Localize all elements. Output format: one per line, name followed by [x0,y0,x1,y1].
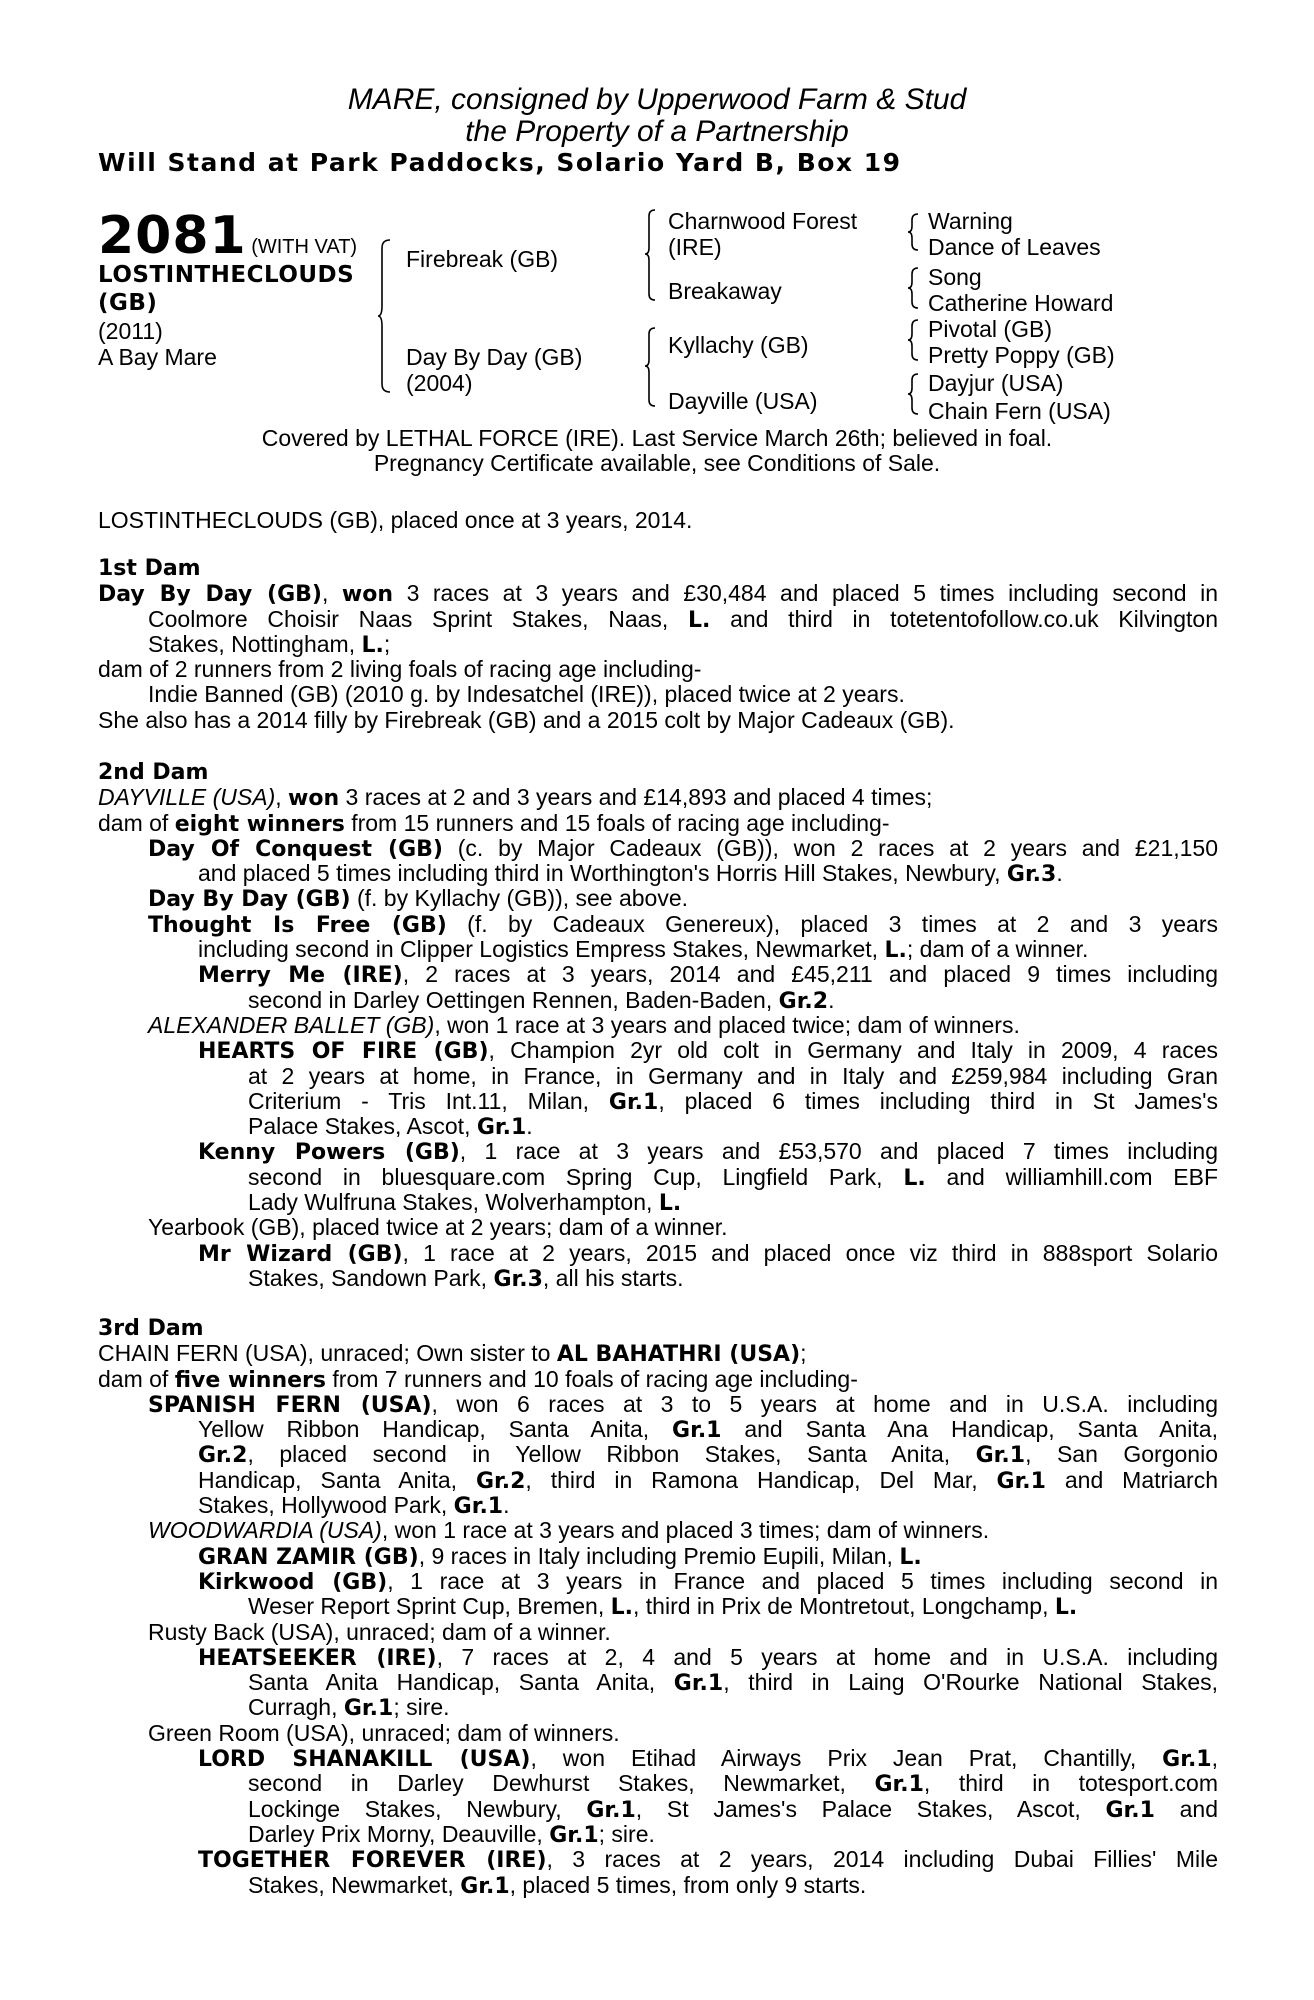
bold-text: GRAN ZAMIR (GB) [198,1544,419,1570]
text-run: 3 races at 3 years and £30,484 and placed 5 times including second in [393,580,1218,607]
covered-line: Covered by LETHAL FORCE (IRE). Last Service March 26th; believed in foal. [261,425,1053,451]
pedigree-text-line: She also has a 2014 filly by Firebreak (GB) and a 2015 colt by Major Cadeaux (GB). [98,706,955,733]
pedigree-text-line [148,836,1218,861]
bold-text: Merry Me (IRE) [198,963,403,989]
pedigree-sire-dam: Breakaway [668,278,782,304]
text-run: , won 6 races at 3 to 5 years at home and in U.S.A. including [431,1390,1218,1417]
bold-text: Thought Is Free (GB) [148,912,447,938]
pedigree-text-line [198,1442,1218,1467]
pedigree-text-line [98,1341,1218,1366]
bold-text: SPANISH FERN (USA) [148,1392,432,1418]
text-run: Santa Anita Handicap, Santa Anita, [248,1669,674,1696]
text-run: , [275,784,289,811]
pedigree-text-line [248,1822,1218,1847]
pedigree-text-line [198,1569,1218,1594]
text-run: , won Etihad Airways Prix Jean Prat, Chantilly, [530,1745,1163,1772]
text-run: , won 1 race at 3 years and placed 3 times; dam of winners. [381,1517,990,1544]
italic-text: WOODWARDIA (USA) [148,1517,382,1544]
pedigree-text-line [148,886,1218,911]
text-run: , placed second in Yellow Ribbon Stakes, Santa Anita, [247,1441,976,1468]
pedigree-text-line [198,1847,1218,1872]
bold-text: Gr.1 [608,1089,659,1115]
pedigree-g3-5: Pivotal (GB) [928,316,1052,342]
pedigree-brace-dd [908,372,922,416]
text-run: second in bluesquare.com Spring Cup, Lingfield Park, [248,1163,904,1190]
bold-text: LORD SHANAKILL (USA) [198,1747,531,1773]
text-run: (f. by Kyllachy (GB)), see above. [350,885,689,912]
italic-text: DAYVILLE (USA) [98,784,276,811]
text-run: , [322,580,342,607]
text-run: Stakes, Nottingham, [148,630,362,657]
horse-name: LOSTINTHECLOUDS [98,262,355,288]
text-run: . [503,1492,510,1519]
pedigree-text-line [248,1771,1218,1796]
text-run: . [1056,860,1063,887]
lot-heading [98,206,357,266]
pedigree-g3-2: Dance of Leaves [928,234,1101,260]
pedigree-text-line [248,1670,1218,1695]
bold-text: Gr.1 [975,1443,1026,1469]
pedigree-text-line: Yearbook (GB), placed twice at 2 years; dam of a winner. [148,1214,728,1241]
bold-text: Gr.1 [453,1494,504,1520]
text-run: from 7 runners and 10 foals of racing age including- [326,1365,858,1392]
text-run: Coolmore Choisir Naas Sprint Stakes, Naas, [148,605,688,632]
text-run: ; sire. [598,1820,655,1847]
text-run: and Matriarch [1045,1466,1219,1493]
bold-text: L. [658,1191,682,1217]
bold-text: Gr.1 [672,1418,722,1444]
pedigree-g3-6: Pretty Poppy (GB) [928,342,1115,368]
text-run: ; sire. [393,1694,450,1721]
pedigree-text-line [98,581,1218,606]
pedigree-text-line [148,912,1218,937]
pedigree-text-line [198,1645,1218,1670]
pedigree-dam: Day By Day (GB) [406,344,583,370]
bold-text: AL BAHATHRI (USA) [556,1342,801,1368]
pedigree-brace-sd [908,266,922,310]
pedigree-text-line [98,1367,1218,1392]
property-line: the Property of a Partnership [465,115,849,148]
pedigree-text-line: LOSTINTHECLOUDS (GB), placed once at 3 years, 2014. [98,507,693,533]
text-run: . [828,986,835,1013]
pedigree-text-line [248,1089,1218,1114]
text-run: (c. by Major Cadeaux (GB)), won 2 races at 2 years and £21,150 [442,834,1219,861]
bold-text: five winners [174,1367,327,1393]
second-dam-section [98,760,1218,1291]
text-run: , 7 races at 2, 4 and 5 years at home and in U.S.A. including [436,1643,1218,1670]
bold-text: Gr.1 [1162,1747,1212,1773]
text-run: , won 1 race at 3 years and placed twice; dam of winners. [434,1011,1020,1038]
text-run: dam of [98,809,175,836]
bold-text: Kirkwood (GB) [198,1569,388,1595]
text-run: CHAIN FERN (USA), unraced; Own sister to [98,1340,557,1367]
pedigree-text-line [148,1013,1218,1038]
pedigree-brace-dam [645,326,661,408]
text-run: Weser Report Sprint Cup, Bremen, [248,1593,611,1620]
first-dam-heading: 1st Dam [98,556,201,581]
bold-text: Gr.3 [1006,862,1057,888]
text-run: . [526,1113,533,1140]
pedigree-text-line [198,1746,1218,1771]
pedigree-g3-1: Warning [928,208,1013,234]
text-run: , Champion 2yr old colt in Germany and Italy in 2009, 4 races [488,1037,1218,1064]
text-run: ; [800,1340,807,1367]
text-run: , 3 races at 2 years, 2014 including Dubai Fillies' Mile [546,1846,1218,1873]
bold-text: L. [1054,1595,1078,1621]
pedigree-dam-year: (2004) [406,370,473,396]
text-run: and williamhill.com EBF [925,1163,1219,1190]
bold-text: L. [899,1544,922,1570]
pedigree-text-line [248,1873,1218,1898]
bold-text: TOGETHER FOREVER (IRE) [198,1848,547,1874]
text-run: Stakes, Newmarket, [248,1871,461,1898]
bold-text: Gr.1 [343,1696,394,1722]
pedigree-text-line [148,632,1218,657]
text-run: Lockinge Stakes, Newbury, [248,1795,587,1822]
pregnancy-line: Pregnancy Certificate available, see Conditions of Sale. [373,450,941,476]
text-run: second in Darley Oettingen Rennen, Baden-Baden, [248,986,779,1013]
text-run: , 2 races at 3 years, 2014 and £45,211 and placed 9 times including [402,961,1218,988]
pedigree-text-line [98,785,1218,810]
pedigree-text-line: Indie Banned (GB) (2010 g. by Indesatchel (IRE)), placed twice at 2 years. [148,681,905,708]
pedigree-text-line [248,1695,1218,1720]
first-dam-section [98,556,1218,733]
text-run: Lady Wulfruna Stakes, Wolverhampton, [248,1189,659,1216]
bold-text: Day By Day (GB) [148,887,351,913]
pedigree-text-line [248,1165,1218,1190]
bold-text: eight winners [174,811,345,837]
bold-text: L. [884,938,907,964]
pedigree-sire: Firebreak (GB) [406,246,559,272]
vat-note: (WITH VAT) [251,236,358,258]
pedigree-text-line [148,607,1218,632]
pedigree-text-line [198,1544,1218,1569]
text-run: second in Darley Dewhurst Stakes, Newmarket, [248,1770,875,1797]
text-run: and placed 5 times including third in Worthington's Horris Hill Stakes, Newbury, [198,860,1007,887]
pedigree-brace-ds [908,318,922,362]
text-run: ; [383,630,391,657]
text-run: , third in Prix de Montretout, Longchamp, [633,1593,1055,1620]
text-run: from 15 runners and 15 foals of racing age including- [344,809,890,836]
bold-text: Gr.1 [874,1772,924,1798]
bold-text: L. [361,632,384,658]
text-run: , placed 5 times, from only 9 starts. [509,1871,867,1898]
pedigree-text-line [198,1139,1218,1164]
text-run: 3 races at 2 and 3 years and £14,893 and placed 4 times; [339,784,933,811]
text-run: Curragh, [248,1694,344,1721]
pedigree-text-line [148,1518,1218,1543]
pedigree-g3-7: Dayjur (USA) [928,370,1064,396]
pedigree-text-line [198,962,1218,987]
bold-text: L. [687,607,711,633]
text-run: , third in totesport.com [923,1770,1218,1797]
text-run: Yellow Ribbon Handicap, Santa Anita, [198,1416,673,1443]
bold-text: Gr.2 [198,1443,248,1469]
horse-year: (2011) [98,318,163,344]
pedigree-text-line [198,1493,1218,1518]
bold-text: Gr.1 [586,1797,636,1823]
pedigree-text-line [248,1114,1218,1139]
bold-text: L. [903,1165,926,1191]
pedigree-g3-4: Catherine Howard [928,290,1114,316]
bold-text: Gr.1 [460,1873,510,1899]
pedigree-text-line [248,1797,1218,1822]
pedigree-text-line: Green Room (USA), unraced; dam of winners. [148,1719,620,1746]
text-run: , third in Ramona Handicap, Del Mar, [525,1466,997,1493]
horse-country: (GB) [98,290,158,316]
text-run: , third in Laing O'Rourke National Stakes, [723,1669,1218,1696]
pedigree-g3-8: Chain Fern (USA) [928,398,1111,424]
text-run: Stakes, Hollywood Park, [198,1492,454,1519]
bold-text: Mr Wizard (GB) [198,1241,403,1267]
lot-number: 2081 [98,206,247,266]
consignor-line: MARE, consigned by Upperwood Farm & Stud [347,83,967,116]
text-run: , 9 races in Italy including Premio Eupili, Milan, [418,1542,900,1569]
text-run: , 1 race at 3 years and £53,570 and placed 7 times including [459,1138,1218,1165]
bold-text: L. [610,1595,633,1621]
pedigree-text-line [248,1266,1218,1291]
bold-text: Gr.2 [475,1468,526,1494]
pedigree-dam-sire: Kyllachy (GB) [668,332,809,358]
pedigree-text-line [198,1417,1218,1442]
pedigree-brace-ss [908,212,922,252]
pedigree-brace-sire [645,208,661,302]
text-run: ; dam of a winner. [906,936,1089,963]
pedigree-text-line: dam of 2 runners from 2 living foals of racing age including- [98,656,702,683]
bold-text: won [288,786,340,812]
text-run: including second in Clipper Logistics Empress Stakes, Newmarket, [198,936,885,963]
bold-text: Gr.2 [778,988,829,1014]
pedigree-g3-3: Song [928,264,982,290]
bold-text: Gr.1 [1105,1797,1155,1823]
bold-text: won [341,582,394,608]
pedigree-sire-sire-country: (IRE) [668,234,722,260]
pedigree-text-line [198,937,1218,962]
text-run: and [1154,1795,1218,1822]
text-run: , 1 race at 2 years, 2015 and placed once viz third in 888sport Solario [402,1239,1218,1266]
text-run: (f. by Cadeaux Genereux), placed 3 times at 2 and 3 years [446,910,1218,937]
text-run: Criterium - Tris Int.11, Milan, [248,1087,609,1114]
text-run: Stakes, Sandown Park, [248,1264,494,1291]
pedigree-sire-sire: Charnwood Forest [668,208,858,234]
pedigree-text-line [198,1468,1218,1493]
bold-text: Gr.3 [493,1266,543,1292]
pedigree-text-line [98,811,1218,836]
italic-text: ALEXANDER BALLET (GB) [148,1011,435,1038]
text-run: Handicap, Santa Anita, [198,1466,476,1493]
text-run: , San Gorgonio [1025,1441,1218,1468]
pedigree-text-line [198,1241,1218,1266]
third-dam-heading: 3rd Dam [98,1316,204,1341]
text-run: , all his starts. [542,1264,684,1291]
bold-text: Day Of Conquest (GB) [148,836,443,862]
pedigree-text-line: at 2 years at home, in France, in Germany and in Italy and £259,984 including Gran [248,1062,1218,1089]
bold-text: Gr.1 [996,1468,1046,1494]
bold-text: Kenny Powers (GB) [198,1140,460,1166]
stand-location: Will Stand at Park Paddocks, Solario Yard B, Box 19 [98,148,902,177]
text-run: , placed 6 times including third in St James's [658,1087,1218,1114]
bold-text: HEARTS OF FIRE (GB) [198,1039,489,1065]
bold-text: HEATSEEKER (IRE) [198,1645,437,1671]
horse-description: A Bay Mare [98,344,217,370]
pedigree-text-line [198,1038,1218,1063]
pedigree-dam-dam: Dayville (USA) [668,388,818,414]
bold-text: Gr.1 [476,1115,527,1141]
bold-text: Gr.1 [549,1822,599,1848]
text-run: Palace Stakes, Ascot, [248,1113,477,1140]
text-run: , 1 race at 3 years in France and placed 5 times including second in [387,1567,1218,1594]
text-run: and third in totetentofollow.co.uk Kilvington [710,605,1218,632]
third-dam-section [98,1316,1218,1898]
pedigree-text-line [248,988,1218,1013]
mare-summary [98,508,1218,533]
pedigree-brace-main [378,238,398,394]
text-run: , [1211,1745,1218,1772]
pedigree-text-line [198,861,1218,886]
text-run: Darley Prix Morny, Deauville, [248,1820,550,1847]
pedigree-text-line [148,1392,1218,1417]
text-run: dam of [98,1365,175,1392]
bold-text: Day By Day (GB) [98,582,322,608]
text-run: and Santa Ana Handicap, Santa Anita, [721,1416,1218,1443]
pedigree-text-line: Rusty Back (USA), unraced; dam of a winner. [148,1618,611,1645]
bold-text: Gr.1 [673,1671,724,1697]
text-run: , St James's Palace Stakes, Ascot, [635,1795,1106,1822]
pedigree-text-line [248,1594,1218,1619]
second-dam-heading: 2nd Dam [98,760,209,785]
pedigree-text-line [248,1190,1218,1215]
